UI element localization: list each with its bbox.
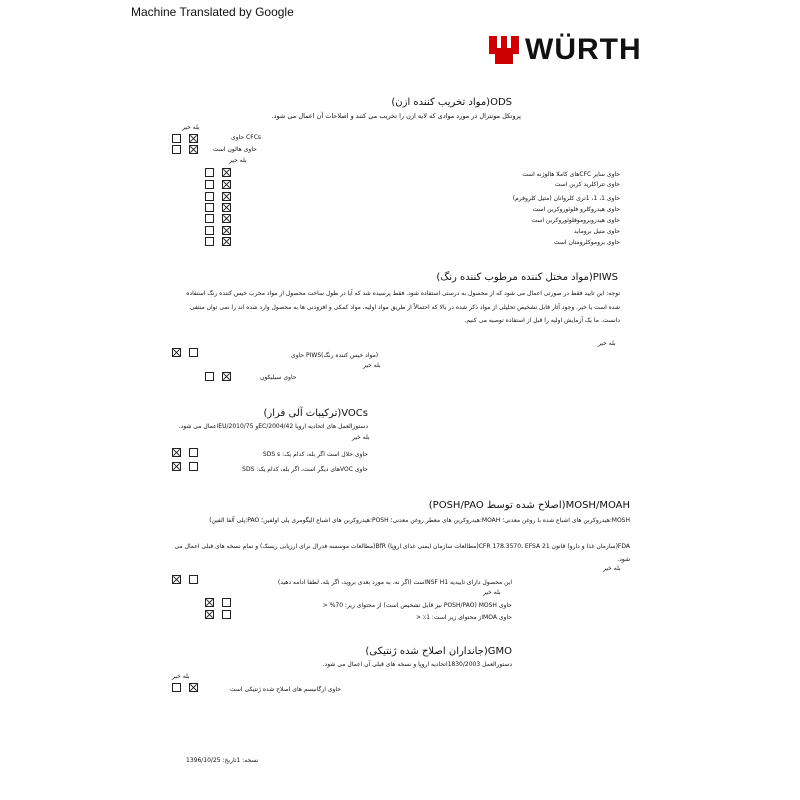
piws-note-line-2: شده است یا خیر. وجود آثار قابل تشخیص تحلیلی از مواد ذکر شده در بالا که احتمالاً از طریق مواد اولیه، مواد کمکی و افزودنی ها به محصول وارد شده اند را نمی توان منتفی [189, 304, 620, 311]
ods-item-1-no[interactable] [222, 168, 231, 177]
vocs-yes-no: بله خیر [352, 434, 370, 441]
ods-item-3-yes[interactable] [205, 192, 214, 201]
piws-item-label: حاوی PIWS(مواد خیس کننده رنگ) [291, 352, 379, 359]
ods-yes-no-mid: بله خیر [229, 157, 247, 164]
silicone-yes-checkbox[interactable] [205, 372, 214, 381]
mosh-title: MOSH/MOAH(اصلاح شده توسط POSH/PAO) [428, 500, 630, 511]
ods-item-6-label: حاوی متیل بروماید [573, 228, 620, 235]
gmo-yes-checkbox[interactable] [172, 683, 181, 692]
moa-content-label: حاوی MOAاز محتوای زیر است: 1٪ < [416, 614, 512, 621]
gmo-item-label: حاوی ارگانیسم های اصلاح شده ژنتیکی است [230, 686, 341, 693]
wurth-logo-icon [487, 34, 521, 66]
ods-description: پروتکل مونترال در مورد موادی که لایه ازن را تخریب می کنند و اصلاحات آن اعمال می شود. [271, 112, 521, 120]
halogen-solvent-no-checkbox[interactable] [189, 448, 198, 457]
gmo-no-checkbox[interactable] [189, 683, 198, 692]
ods-item-5-yes[interactable] [205, 214, 214, 223]
nsf-no-checkbox[interactable] [189, 575, 198, 584]
piws-note-line-3: دانست. ما یک آزمایش اولیه را قبل از استفاده توصیه می کنیم. [464, 317, 620, 324]
ods-item-2-label: حاوی تتراکلرید کربن است [554, 181, 620, 188]
cfc-yes-checkbox[interactable] [172, 134, 181, 143]
vocs-title: VOCs(ترکیبات آلی فرار) [263, 408, 368, 419]
mosh-content-no-checkbox[interactable] [222, 598, 231, 607]
halon-label: حاوی هالون است [213, 146, 257, 153]
ods-item-4-no[interactable] [222, 203, 231, 212]
cfc-label: حاوی CFCs [231, 134, 262, 141]
piws-yes-no-1: بله خیر [598, 340, 616, 347]
silicone-no-checkbox[interactable] [222, 372, 231, 381]
ods-item-6-no[interactable] [222, 226, 231, 235]
halon-yes-checkbox[interactable] [172, 145, 181, 154]
piws-yes-no-2: بله خیر [363, 362, 381, 369]
piws-title: PIWS(مواد مختل کننده مرطوب کننده رنگ) [436, 272, 618, 283]
other-voc-no-checkbox[interactable] [189, 462, 198, 471]
piws-yes-checkbox[interactable] [172, 348, 181, 357]
machine-translated-label: Machine Translated by Google [131, 5, 294, 19]
ods-item-2-yes[interactable] [205, 180, 214, 189]
cfc-no-checkbox[interactable] [189, 134, 198, 143]
wurth-logo-text: WÜRTH [525, 33, 642, 66]
piws-note-line-1: توجه: این تایید فقط در صورتی اعمال می شود که از محصول به درستی استفاده شود. فقط پرسیده شد که آیا در طول ساخت محصول از مواد مخرب خیس کننده رنگ استفاده [186, 290, 620, 297]
silicone-label: حاوی سیلیکون [260, 374, 297, 381]
wurth-logo [487, 33, 642, 66]
gmo-title: GMO(جانداران اصلاح شده ژنتیکی) [365, 646, 512, 657]
ods-title: ODS(مواد تخریب کننده ازن) [391, 97, 512, 108]
mosh-definitions: MOSH:هیدروکربن های اشباع شده با روغن معدنی؛ MOAH:هیدروکربن های معطر روغن معدنی؛ POSH:هیدروکربن های اشباع الیگومری پلی اولفین؛ PAO:پلی آلفا الفین) [209, 517, 630, 524]
ods-item-4-label: حاوی هیدروکلرو فلوئوروکربن است [532, 206, 620, 213]
halon-no-checkbox[interactable] [189, 145, 198, 154]
ods-item-6-yes[interactable] [205, 226, 214, 235]
ods-item-3-label: حاوی 1، 1، 1تری کلرواتان (متیل کلروفرم) [512, 195, 620, 202]
fda-line-1: FDA(سازمان غذا و دارو) قانون 21 CFR 178.3570، EFSA(مطالعات سازمان ایمنی غذای اروپا) BfR(مطالعات موسسه فدرال برای ارزیابی ریسک) و تمام نسخه های قبلی اعمال می [174, 543, 630, 550]
piws-no-checkbox[interactable] [189, 348, 198, 357]
footer-version-date: نسخه: 1تاریخ: 1396/10/25 [186, 757, 259, 764]
ods-item-4-yes[interactable] [205, 203, 214, 212]
other-voc-yes-checkbox[interactable] [172, 462, 181, 471]
nsf-label: این محصول دارای تاییدیه NSF H1است (اگر نه، به مورد بعدی بروید، اگر بله، لطفا ادامه دهید) [277, 579, 512, 586]
mosh-content-yes-checkbox[interactable] [205, 598, 214, 607]
ods-item-5-no[interactable] [222, 214, 231, 223]
nsf-yes-checkbox[interactable] [172, 575, 181, 584]
ods-item-3-no[interactable] [222, 192, 231, 201]
mosh-content-label: حاوی MOSH (POSH/PAO نیز قابل تشخیص است) از محتوای زیر: 70% < [322, 602, 512, 609]
moa-content-yes-checkbox[interactable] [205, 610, 214, 619]
gmo-yes-no: بله خیر [172, 673, 190, 680]
fda-line-2: شود. [617, 556, 630, 563]
moa-content-no-checkbox[interactable] [222, 610, 231, 619]
halogen-solvent-label: حاوی حلال است اگر بله، کدام یک: SDS s [262, 451, 368, 458]
gmo-directive: دستورالعمل 1830/2003اتحادیه اروپا و نسخه های قبلی آن اعمال می شود. [322, 661, 512, 668]
vocs-directive: دستورالعمل های اتحادیه اروپا 2004/42/ECو 2010/75/EUاعمال می شود. [178, 423, 368, 430]
ods-item-7-yes[interactable] [205, 237, 214, 246]
ods-item-7-label: حاوی بروموکلرومتان است [553, 239, 620, 246]
ods-item-2-no[interactable] [222, 180, 231, 189]
ods-item-5-label: حاوی هیدروبروموفلوئوروکربن است [531, 217, 620, 224]
halogen-solvent-yes-checkbox[interactable] [172, 448, 181, 457]
ods-item-7-no[interactable] [222, 237, 231, 246]
mosh-yes-no-1: بله خیر [603, 565, 621, 572]
mosh-yes-no-2: بله خیر [483, 589, 501, 596]
ods-item-1-label: حاوی سایر CFCهای کاملا هالوژنه است [522, 171, 620, 178]
ods-item-1-yes[interactable] [205, 168, 214, 177]
ods-yes-no-header: بله خیر [182, 124, 200, 131]
other-voc-label: حاوی VOCهای دیگر است، اگر بله، کدام یک: SDS [242, 466, 368, 473]
